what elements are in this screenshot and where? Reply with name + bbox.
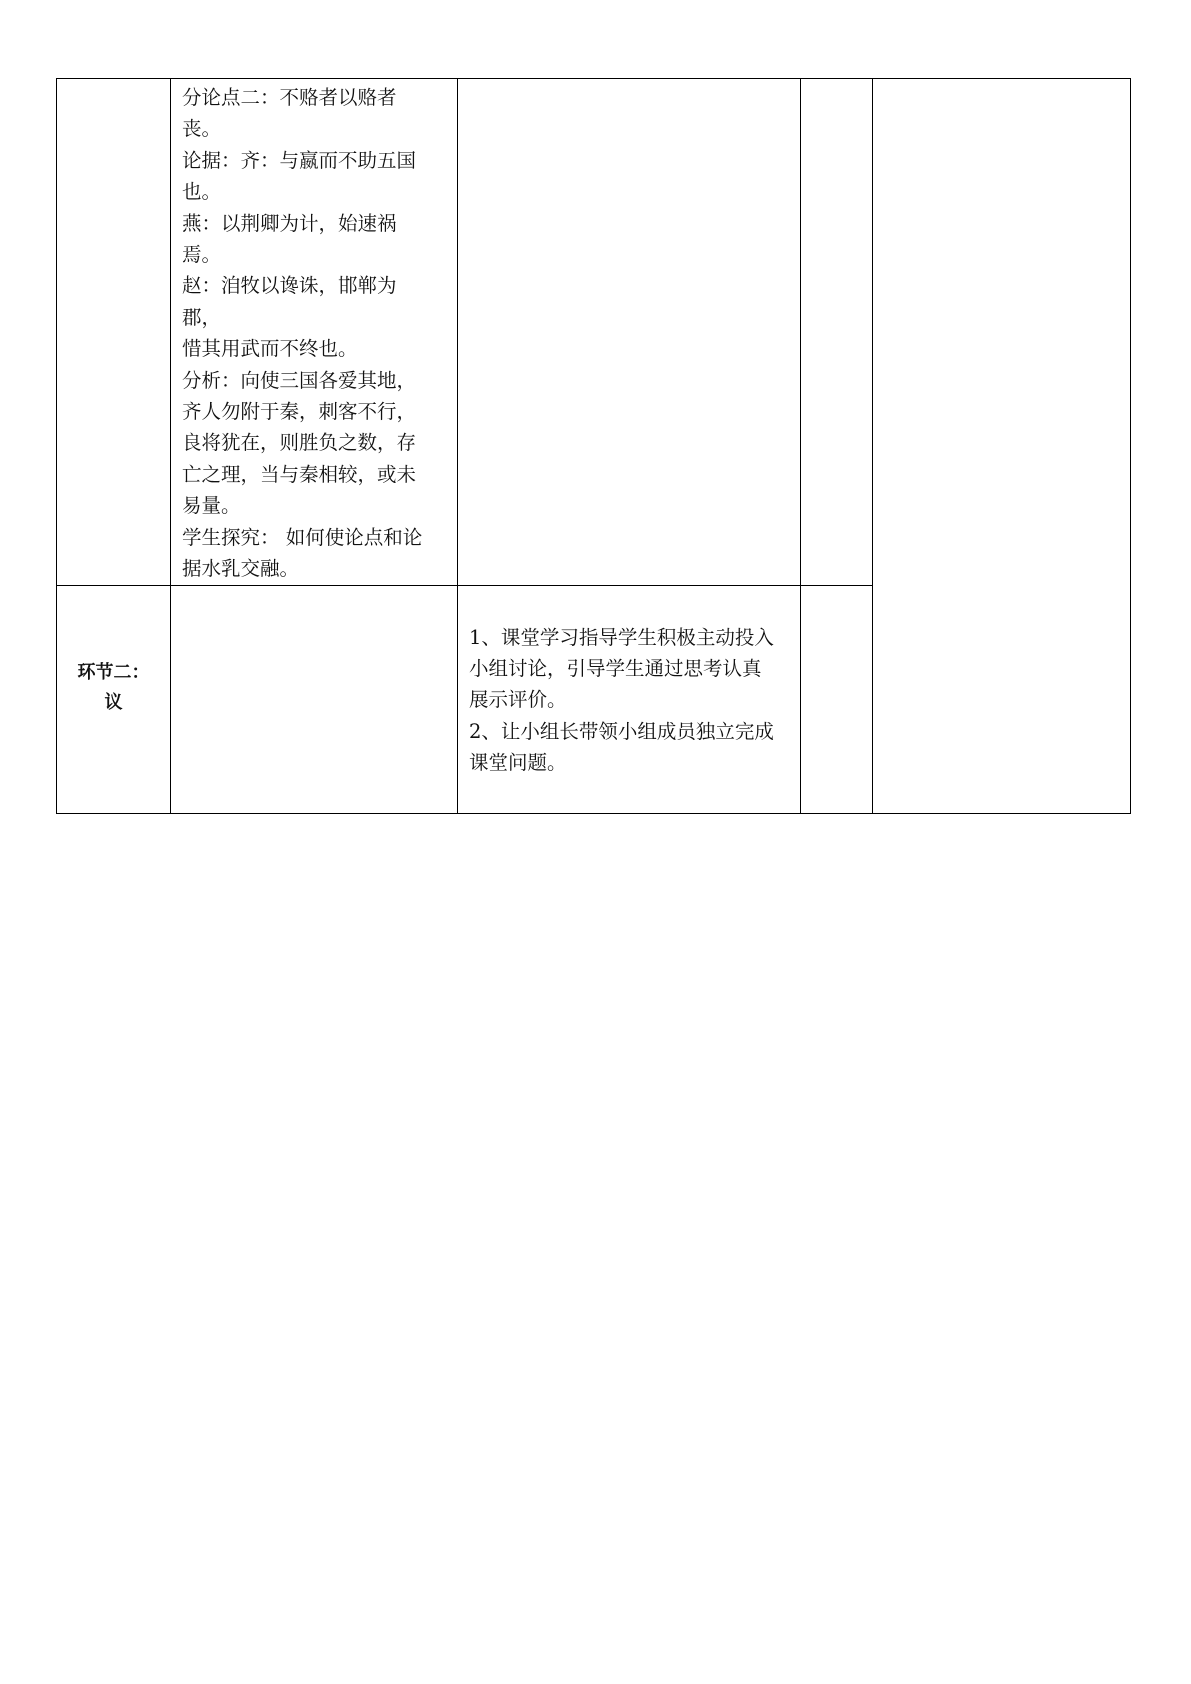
stage-label-line1: 环节二： (77, 662, 150, 683)
text-line: 惜其用武而不终也。 (182, 337, 358, 361)
content-cell (171, 79, 458, 586)
text-line: 2、让小组长带领小组成员独立完成 (469, 719, 774, 743)
content-text (171, 79, 457, 585)
text-line: 赵：洎牧以谗诛，邯郸为 (182, 274, 397, 298)
text-line: 分析：向使三国各爱其地， (182, 368, 417, 392)
text-line: 分论点二：不赂者以赂者 (182, 86, 397, 109)
notes-cell (873, 79, 1131, 814)
lesson-plan-table (56, 78, 1131, 814)
text-line: 1、课堂学习指导学生积极主动投入 (469, 625, 774, 649)
text-line: 亡之理，当与秦相较，或未 (182, 462, 417, 486)
guide-cell-empty (458, 79, 801, 586)
content-cell-empty (171, 585, 458, 813)
text-line: 论据：齐：与嬴而不助五国 (182, 148, 417, 172)
stage-cell (57, 585, 171, 813)
text-line: 小组讨论，引导学生通过思考认真 (469, 656, 762, 680)
text-line: 郡， (182, 305, 222, 329)
text-line: 齐人勿附于秦，刺客不行， (182, 400, 417, 424)
text-line: 课堂问题。 (469, 751, 567, 775)
text-line: 易量。 (182, 494, 241, 518)
text-line: 燕：以荆卿为计，始速祸 (182, 211, 397, 235)
time-cell-empty (801, 585, 873, 813)
text-line: 丧。 (182, 117, 222, 141)
text-line: 良将犹在，则胜负之数，存 (182, 431, 417, 455)
text-line: 学生探究： 如何使论点和论 (182, 525, 423, 549)
guide-text (458, 586, 800, 779)
stage-label-line2: 议 (104, 692, 123, 713)
time-cell-empty (801, 79, 873, 586)
text-line: 展示评价。 (469, 688, 567, 712)
text-line: 也。 (182, 180, 222, 204)
text-line: 焉。 (182, 243, 222, 267)
table-row (57, 79, 1131, 586)
stage-cell-empty (57, 79, 171, 586)
guide-cell (458, 585, 801, 813)
text-line: 据水乳交融。 (182, 557, 300, 581)
